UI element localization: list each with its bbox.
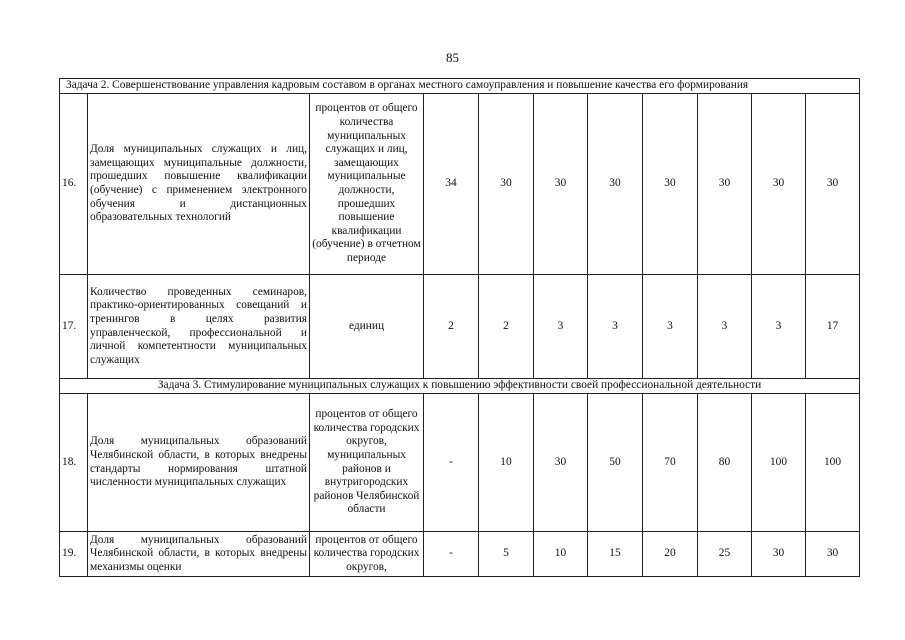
task-2-title: Задача 2. Совершенствование управления кадровым составом в органах местного самоуправления и повышение качества его формирования [60,79,860,94]
value-cell: 100 [752,394,806,532]
table-row [60,275,860,379]
value-cell: 3 [643,275,698,379]
page-number: 85 [446,50,459,65]
value-cell: 30 [479,94,534,275]
value-cell: 30 [643,94,698,275]
row-number: 19. [60,532,88,577]
row-number: 18. [60,394,88,532]
value-cell: 15 [588,532,643,577]
task-header-row [60,79,860,94]
value-cell: 50 [588,394,643,532]
unit-of-measure: процентов от общего количества городских округов, [310,532,424,577]
table-row [60,532,860,577]
row-number: 17. [60,275,88,379]
value-cell: 30 [806,94,860,275]
value-cell: 10 [534,532,588,577]
task-header-row [60,379,860,394]
value-cell: 70 [643,394,698,532]
unit-of-measure: процентов от общего количества муниципальных служащих и лиц, замещающих муниципальные должности, прошедших повышение квалификации (обучение) в отчетном периоде [310,94,424,275]
value-cell: 30 [534,394,588,532]
value-cell: 3 [588,275,643,379]
value-cell: 5 [479,532,534,577]
value-cell: 30 [752,94,806,275]
unit-of-measure: единиц [310,275,424,379]
value-cell: 20 [643,532,698,577]
task-3-title: Задача 3. Стимулирование муниципальных служащих к повышению эффективности своей профессиональной деятельности [60,379,860,394]
value-cell: 30 [534,94,588,275]
row-number: 16. [60,94,88,275]
value-cell: 30 [588,94,643,275]
table-row [60,94,860,275]
value-cell: 2 [479,275,534,379]
value-cell: 30 [698,94,752,275]
value-cell: 17 [806,275,860,379]
value-cell: 30 [806,532,860,577]
value-cell: 25 [698,532,752,577]
indicator-name: Количество проведенных семинаров, практико-ориентированных совещаний и тренингов в целях развития управленческой, профессиональной и личной компетентности муниципальных служащих [88,275,310,379]
indicator-name: Доля муниципальных образований Челябинской области, в которых внедрены механизмы оценки [88,532,310,577]
value-cell: 100 [806,394,860,532]
value-cell: 3 [698,275,752,379]
indicator-name: Доля муниципальных образований Челябинской области, в которых внедрены стандарты нормирования штатной численности муниципальных служащих [88,394,310,532]
value-cell: 3 [534,275,588,379]
value-cell: 34 [424,94,479,275]
value-cell: 3 [752,275,806,379]
indicator-name: Доля муниципальных служащих и лиц, замещающих муниципальные должности, прошедших повышение квалификации (обучение) с применением электронного обучения и дистанционных образовательных технологий [88,94,310,275]
indicators-table [59,78,860,577]
value-cell: 80 [698,394,752,532]
value-cell: 2 [424,275,479,379]
value-cell: 30 [752,532,806,577]
value-cell: - [424,532,479,577]
table-row [60,394,860,532]
value-cell: - [424,394,479,532]
value-cell: 10 [479,394,534,532]
unit-of-measure: процентов от общего количества городских округов, муниципальных районов и внутригородских районов Челябинской области [310,394,424,532]
